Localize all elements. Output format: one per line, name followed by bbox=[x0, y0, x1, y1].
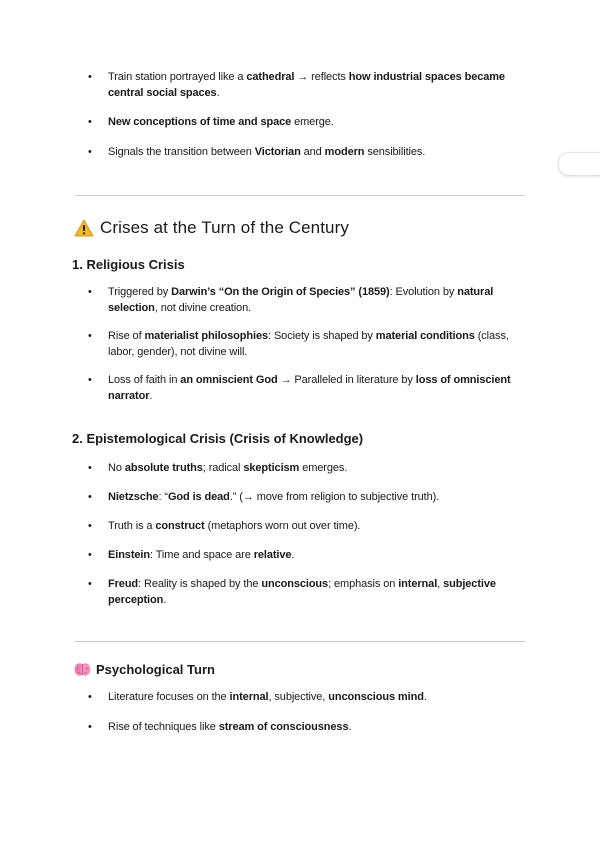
text-run: . bbox=[163, 593, 167, 606]
top-list-section bbox=[72, 70, 528, 160]
list-item bbox=[72, 720, 528, 736]
epistemological-crisis-heading bbox=[72, 431, 363, 446]
bold-text: loss of omniscient narrator bbox=[108, 374, 511, 402]
text-run: . bbox=[149, 389, 153, 402]
text-run: ; radical bbox=[202, 462, 244, 474]
text-run: .” (→ move from religion to subjective truth). bbox=[229, 491, 440, 503]
bold-text: an omniscient God bbox=[180, 374, 278, 386]
section-divider bbox=[75, 641, 525, 642]
text-run: : Time and space are bbox=[150, 549, 254, 561]
list-item bbox=[72, 490, 528, 506]
bold-text: absolute truths bbox=[124, 462, 203, 474]
text-run: Train station portrayed like a bbox=[108, 71, 247, 83]
bold-text: subjective perception bbox=[108, 578, 496, 606]
bold-text: stream of consciousness bbox=[218, 720, 349, 733]
bold-text: internal bbox=[398, 578, 438, 590]
psychological-turn-section bbox=[72, 690, 528, 735]
list-item bbox=[72, 145, 528, 161]
bold-text: materialist philosophies bbox=[144, 330, 269, 342]
bold-text: natural selection bbox=[108, 286, 494, 314]
list-item bbox=[72, 548, 528, 564]
text-run: , bbox=[437, 578, 444, 590]
bullet-list bbox=[72, 690, 528, 735]
text-run: Literature focuses on the bbox=[108, 691, 230, 703]
religious-crisis-heading-text: 1. Religious Crisis bbox=[72, 257, 185, 272]
text-run: Rise of bbox=[108, 330, 145, 342]
bold-text: how industrial spaces became central social spaces bbox=[108, 71, 505, 99]
bold-text: internal bbox=[229, 691, 269, 703]
bold-text: Nietzsche bbox=[108, 491, 159, 503]
text-run: . bbox=[291, 549, 295, 561]
list-item bbox=[72, 690, 528, 706]
text-run: , not divine creation. bbox=[154, 301, 252, 314]
psychological-turn-heading-text: Psychological Turn bbox=[96, 662, 215, 677]
bullet-list bbox=[72, 70, 528, 160]
list-item bbox=[72, 519, 528, 535]
bold-text: unconscious mind bbox=[328, 691, 424, 703]
section-title bbox=[74, 218, 349, 238]
list-item bbox=[72, 285, 528, 316]
list-item bbox=[72, 329, 528, 360]
text-run: . bbox=[348, 720, 352, 733]
text-run: Signals the transition between bbox=[108, 145, 255, 158]
list-item bbox=[72, 577, 528, 608]
list-item bbox=[72, 373, 528, 404]
text-run: Triggered by bbox=[108, 286, 172, 298]
text-run: : Evolution by bbox=[389, 286, 458, 298]
text-run: Rise of techniques like bbox=[108, 720, 219, 733]
bold-text: Freud bbox=[108, 578, 139, 590]
section-title-text: Crises at the Turn of the Century bbox=[100, 218, 349, 237]
text-run: ; emphasis on bbox=[328, 578, 399, 590]
brain-icon bbox=[74, 662, 91, 677]
bold-text: Darwin’s “On the Origin of Species” (1859) bbox=[171, 286, 390, 298]
list-item bbox=[72, 461, 528, 477]
bold-text: relative bbox=[253, 549, 292, 561]
bold-text: God is dead bbox=[167, 491, 230, 503]
text-run: → Paralleled in literature by bbox=[277, 374, 416, 386]
side-panel-tab[interactable] bbox=[558, 152, 600, 176]
bold-text: cathedral bbox=[246, 71, 295, 83]
bullet-list bbox=[72, 461, 528, 608]
text-run: No bbox=[108, 462, 125, 474]
bold-text: material conditions bbox=[375, 330, 475, 342]
text-run: : “ bbox=[158, 491, 168, 503]
text-run: emerge. bbox=[291, 116, 334, 128]
epistemological-crisis-section bbox=[72, 461, 528, 608]
bold-text: New conceptions of time and space bbox=[108, 116, 292, 128]
text-run: , subjective, bbox=[268, 691, 329, 703]
text-run: emerges. bbox=[299, 462, 348, 474]
text-run: sensibilities. bbox=[364, 145, 426, 158]
bold-text: unconscious bbox=[261, 578, 329, 590]
bold-text: modern bbox=[324, 145, 365, 158]
section-divider bbox=[75, 195, 525, 196]
religious-crisis-heading bbox=[72, 257, 185, 272]
text-run: Loss of faith in bbox=[108, 374, 181, 386]
list-item bbox=[72, 70, 528, 101]
text-run: and bbox=[300, 145, 325, 158]
text-run: : Reality is shaped by the bbox=[138, 578, 262, 590]
list-item bbox=[72, 115, 528, 131]
text-run: . bbox=[423, 691, 427, 703]
text-run: Truth is a bbox=[108, 520, 156, 532]
bold-text: Victorian bbox=[254, 145, 301, 158]
epistemological-crisis-heading-text: 2. Epistemological Crisis (Crisis of Knowledge) bbox=[72, 431, 364, 446]
bold-text: Einstein bbox=[108, 549, 150, 561]
bullet-list bbox=[72, 285, 528, 404]
text-run: → reflects bbox=[294, 71, 349, 83]
bold-text: skepticism bbox=[243, 462, 300, 474]
text-run: . bbox=[216, 86, 220, 99]
text-run: (metaphors worn out over time). bbox=[204, 520, 361, 532]
religious-crisis-section bbox=[72, 285, 528, 404]
text-run: : Society is shaped by bbox=[268, 330, 376, 342]
bold-text: construct bbox=[155, 520, 205, 532]
text-run: (class, labor, gender), not divine will. bbox=[108, 330, 509, 358]
psychological-turn-heading bbox=[74, 662, 215, 677]
warning-icon bbox=[74, 219, 94, 237]
